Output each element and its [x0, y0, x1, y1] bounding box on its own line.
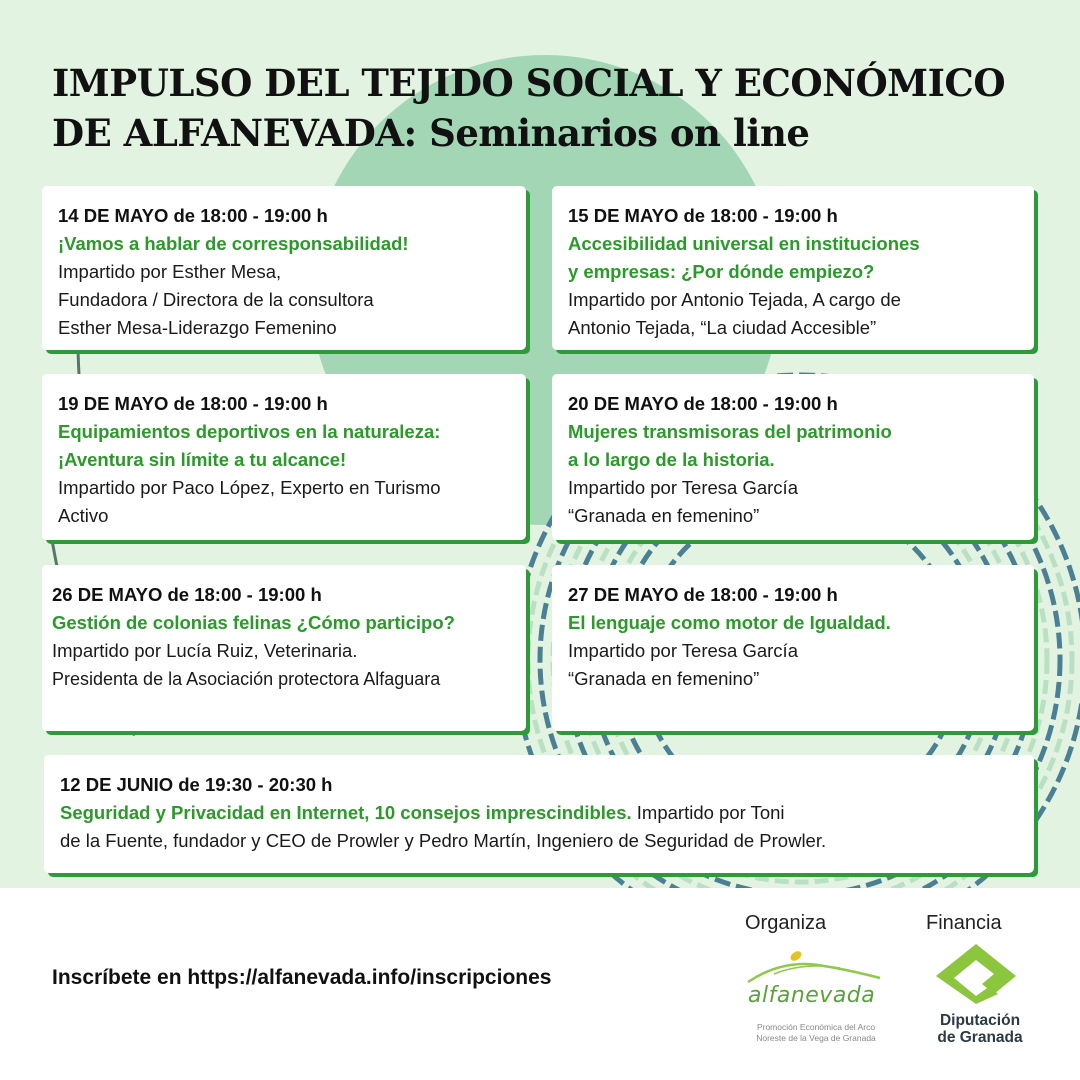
seminar-speaker: Impartido por Esther Mesa, — [58, 261, 282, 282]
seminar-date: 27 DE MAYO de 18:00 - 19:00 h — [568, 584, 838, 605]
financia-label: Financia — [926, 912, 1002, 934]
seminar-speaker: Impartido por Toni — [631, 802, 785, 823]
alfanevada-tagline — [744, 1022, 888, 1044]
diputacion-line-2: de Granada — [937, 1029, 1023, 1046]
seminar-topic: Accesibilidad universal en instituciones — [568, 233, 920, 254]
seminar-date: 14 DE MAYO de 18:00 - 19:00 h — [58, 205, 328, 226]
seminar-speaker: “Granada en femenino” — [568, 668, 760, 689]
seminar-speaker: Esther Mesa-Liderazgo Femenino — [58, 317, 337, 338]
seminar-card-may-15 — [552, 186, 1034, 350]
diputacion-line-1: Diputación — [939, 1012, 1021, 1029]
diputacion-logo-icon — [934, 942, 1018, 1006]
seminar-speaker: “Granada en femenino” — [568, 505, 760, 526]
seminar-speaker: Activo — [58, 505, 109, 526]
seminar-topic: Seguridad y Privacidad en Internet, 10 consejos imprescindibles. — [60, 802, 632, 823]
seminar-card-june-12 — [44, 755, 1034, 873]
seminar-speaker: de la Fuente, fundador y CEO de Prowler y Pedro Martín, Ingeniero de Seguridad de Prowler. — [60, 830, 827, 851]
diputacion-logo-text — [918, 1012, 1042, 1046]
seminar-speaker: Impartido por Teresa García — [568, 640, 798, 661]
seminar-card-may-26 — [42, 565, 526, 731]
seminar-card-may-27 — [552, 565, 1034, 731]
seminar-topic: ¡Aventura sin límite a tu alcance! — [58, 449, 347, 470]
seminar-speaker: Impartido por Lucía Ruiz, Veterinaria. — [52, 640, 358, 661]
seminar-date: 26 DE MAYO de 18:00 - 19:00 h — [52, 584, 322, 605]
alfanevada-logo-mark — [744, 948, 884, 988]
seminar-speaker: Fundadora / Directora de la consultora — [58, 289, 374, 310]
seminar-card-may-20 — [552, 374, 1034, 540]
seminar-card-may-19 — [42, 374, 526, 540]
seminar-date: 15 DE MAYO de 18:00 - 19:00 h — [568, 205, 838, 226]
seminar-speaker: Presidenta de la Asociación protectora Alfaguara — [52, 669, 441, 689]
seminar-card-may-14 — [42, 186, 526, 350]
alfanevada-wordmark: alfanevada — [748, 983, 876, 1008]
title-line-2: DE ALFANEVADA: Seminarios on line — [52, 111, 810, 155]
seminar-topic: y empresas: ¿Por dónde empiezo? — [568, 261, 875, 282]
seminar-topic: Mujeres transmisoras del patrimonio — [568, 421, 892, 442]
seminar-topic: ¡Vamos a hablar de corresponsabilidad! — [58, 233, 409, 254]
seminar-topic: a lo largo de la historia. — [568, 449, 775, 470]
registration-link[interactable]: Inscríbete en https://alfanevada.info/inscripciones — [52, 966, 552, 989]
seminar-speaker: Impartido por Paco López, Experto en Turismo — [58, 477, 441, 498]
seminar-speaker: Antonio Tejada, “La ciudad Accesible” — [568, 317, 877, 338]
seminar-topic: El lenguaje como motor de Igualdad. — [568, 612, 891, 633]
seminar-date: 19 DE MAYO de 18:00 - 19:00 h — [58, 393, 328, 414]
seminar-date: 20 DE MAYO de 18:00 - 19:00 h — [568, 393, 838, 414]
seminar-date: 12 DE JUNIO de 19:30 - 20:30 h — [60, 774, 333, 795]
organiza-label: Organiza — [745, 912, 827, 934]
seminar-topic: Equipamientos deportivos en la naturaleza: — [58, 421, 441, 442]
alfanevada-tagline-line-1: Promoción Económica del Arco — [756, 1022, 876, 1032]
alfanevada-tagline-line-2: Noreste de la Vega de Granada — [756, 1033, 876, 1043]
seminar-description — [60, 799, 1020, 855]
title-line-1: IMPULSO DEL TEJIDO SOCIAL Y ECONÓMICO — [52, 61, 1006, 105]
seminar-speaker: Impartido por Antonio Tejada, A cargo de — [568, 289, 901, 310]
seminar-speaker: Impartido por Teresa García — [568, 477, 798, 498]
seminar-topic: Gestión de colonias felinas ¿Cómo participo? — [52, 612, 455, 633]
page-title — [52, 58, 1032, 158]
